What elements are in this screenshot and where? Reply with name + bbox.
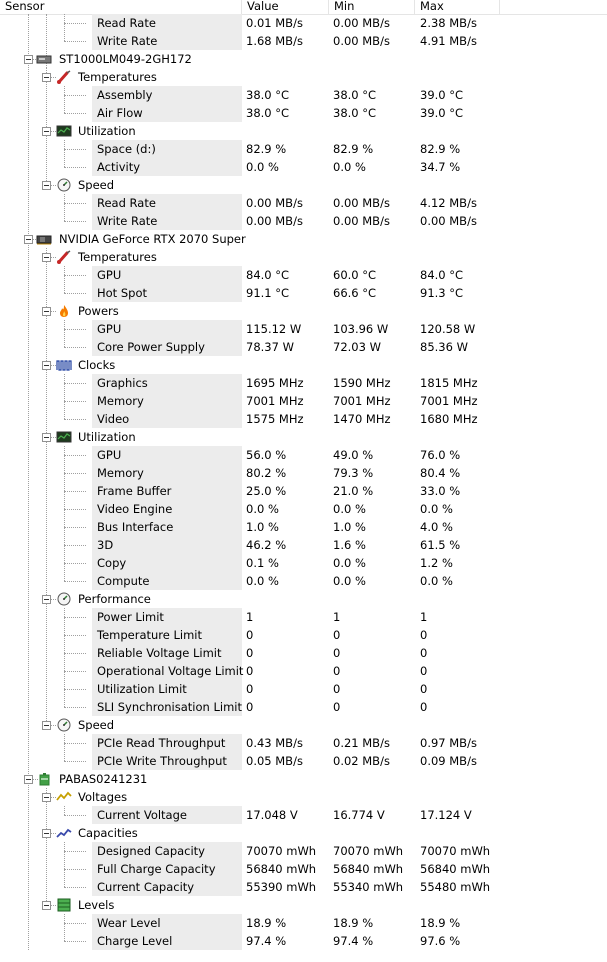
cell-value: 18.9 % [246, 916, 287, 930]
cell-max: 1680 MHz [420, 412, 478, 426]
voltage-icon [56, 790, 72, 804]
speed-gauge-icon [56, 718, 72, 732]
drive-icon [36, 52, 52, 66]
collapse-toggle[interactable] [42, 433, 51, 442]
cell-min: 18.9 % [333, 916, 374, 930]
cell-max: 120.58 W [420, 322, 476, 336]
sensor-row[interactable] [0, 806, 607, 824]
cell-min: 60.0 °C [333, 268, 377, 282]
sensor-row[interactable] [0, 932, 607, 950]
tree-group-row[interactable] [0, 176, 607, 194]
tree-group-row[interactable] [0, 122, 607, 140]
collapse-toggle[interactable] [42, 253, 51, 262]
cell-value: 0 [246, 646, 254, 660]
sensor-row[interactable] [0, 644, 607, 662]
cell-min: 55340 mWh [333, 880, 404, 894]
cell-min: 0 [333, 628, 341, 642]
cell-value: 91.1 °C [246, 286, 290, 300]
cell-min: 82.9 % [333, 142, 374, 156]
sensor-label-read-rate: Read Rate [97, 196, 156, 210]
cell-max: 39.0 °C [420, 88, 464, 102]
cell-value: 0.00 MB/s [246, 214, 303, 228]
tree-group-row[interactable] [0, 356, 607, 374]
node-label-clocks: Clocks [78, 358, 116, 372]
cell-min: 103.96 W [333, 322, 389, 336]
cell-min: 16.774 V [333, 808, 385, 822]
sensor-row[interactable] [0, 284, 607, 302]
header-min[interactable]: Min [329, 0, 415, 14]
cell-max: 91.3 °C [420, 286, 464, 300]
tree-group-row[interactable] [0, 716, 607, 734]
sensor-label-frame-buffer: Frame Buffer [97, 484, 172, 498]
sensor-row[interactable] [0, 104, 607, 122]
sensor-label-utilization-limit: Utilization Limit [97, 682, 187, 696]
cell-value: 0.0 % [246, 502, 279, 516]
cell-min: 0.00 MB/s [333, 214, 390, 228]
thermometer-icon [56, 250, 72, 264]
sensor-label-3d: 3D [97, 538, 114, 552]
sensor-row[interactable] [0, 212, 607, 230]
sensor-row[interactable] [0, 680, 607, 698]
sensor-label-assembly: Assembly [97, 88, 153, 102]
sensor-label-hot-spot: Hot Spot [97, 286, 147, 300]
cell-max: 0 [420, 628, 428, 642]
sensor-row[interactable] [0, 536, 607, 554]
cell-min: 0.02 MB/s [333, 754, 390, 768]
cell-min: 0.21 MB/s [333, 736, 390, 750]
cell-max: 0.00 MB/s [420, 214, 477, 228]
cell-value: 82.9 % [246, 142, 287, 156]
battery-icon [36, 772, 52, 786]
cell-min: 7001 MHz [333, 394, 391, 408]
header-max[interactable]: Max [415, 0, 500, 14]
node-label-temperatures: Temperatures [78, 250, 157, 264]
sensor-label-read-rate: Read Rate [97, 16, 156, 30]
collapse-toggle[interactable] [42, 307, 51, 316]
cell-max: 18.9 % [420, 916, 461, 930]
node-label-performance: Performance [78, 592, 151, 606]
sensor-row[interactable] [0, 86, 607, 104]
sensor-label-graphics: Graphics [97, 376, 148, 390]
cell-min: 0.0 % [333, 502, 366, 516]
cell-value: 78.37 W [246, 340, 294, 354]
sensor-label-wear-level: Wear Level [97, 916, 161, 930]
thermometer-icon [56, 70, 72, 84]
sensor-row[interactable] [0, 320, 607, 338]
cell-max: 4.0 % [420, 520, 453, 534]
cell-min: 49.0 % [333, 448, 374, 462]
cell-value: 1.68 MB/s [246, 34, 303, 48]
cell-min: 1590 MHz [333, 376, 391, 390]
tree-group-row[interactable] [0, 248, 607, 266]
cell-max: 33.0 % [420, 484, 461, 498]
utilization-icon [56, 430, 72, 444]
cell-min: 72.03 W [333, 340, 381, 354]
utilization-icon [56, 124, 72, 138]
sensor-label-bus-interface: Bus Interface [97, 520, 174, 534]
capacity-icon [56, 826, 72, 840]
cell-max: 0.0 % [420, 502, 453, 516]
cell-min: 0.0 % [333, 574, 366, 588]
sensor-row[interactable] [0, 626, 607, 644]
flame-icon [56, 304, 72, 318]
cell-value: 56840 mWh [246, 862, 317, 876]
sensor-label-core-power-supply: Core Power Supply [97, 340, 205, 354]
sensor-row[interactable] [0, 194, 607, 212]
sensor-row[interactable] [0, 860, 607, 878]
cell-value: 80.2 % [246, 466, 287, 480]
sensor-row[interactable] [0, 842, 607, 860]
collapse-toggle[interactable] [42, 361, 51, 370]
cell-value: 84.0 °C [246, 268, 290, 282]
sensor-label-pcie-read-throughput: PCIe Read Throughput [97, 736, 226, 750]
column-header [0, 0, 607, 15]
cell-min: 1.6 % [333, 538, 366, 552]
sensor-label-designed-capacity: Designed Capacity [97, 844, 205, 858]
sensor-row[interactable] [0, 14, 607, 32]
node-label-speed: Speed [78, 178, 115, 192]
cell-max: 76.0 % [420, 448, 461, 462]
cell-min: 0.00 MB/s [333, 16, 390, 30]
sensor-label-compute: Compute [97, 574, 150, 588]
cell-max: 39.0 °C [420, 106, 464, 120]
sensor-row[interactable] [0, 500, 607, 518]
node-label-st1000lm049-2gh172: ST1000LM049-2GH172 [59, 52, 192, 66]
collapse-toggle[interactable] [42, 181, 51, 190]
sensor-row[interactable] [0, 32, 607, 50]
cell-max: 34.7 % [420, 160, 461, 174]
tree-group-row[interactable] [0, 788, 607, 806]
sensor-row[interactable] [0, 698, 607, 716]
tree-device-row[interactable] [0, 50, 607, 68]
collapse-toggle[interactable] [42, 595, 51, 604]
sensor-label-gpu: GPU [97, 268, 122, 282]
cell-value: 0.1 % [246, 556, 279, 570]
sensor-row[interactable] [0, 410, 607, 428]
sensor-row[interactable] [0, 374, 607, 392]
cell-max: 0 [420, 700, 428, 714]
cell-value: 17.048 V [246, 808, 298, 822]
cell-max: 4.12 MB/s [420, 196, 477, 210]
node-label-speed: Speed [78, 718, 115, 732]
cell-max: 0.09 MB/s [420, 754, 477, 768]
cell-max: 1 [420, 610, 428, 624]
cell-value: 55390 mWh [246, 880, 317, 894]
sensor-label-activity: Activity [97, 160, 141, 174]
cell-min: 56840 mWh [333, 862, 404, 876]
cell-min: 0.00 MB/s [333, 34, 390, 48]
node-label-powers: Powers [78, 304, 119, 318]
sensor-label-space-d: Space (d:) [97, 142, 156, 156]
node-label-voltages: Voltages [78, 790, 128, 804]
cell-min: 0.0 % [333, 556, 366, 570]
cell-min: 21.0 % [333, 484, 374, 498]
levels-icon [56, 898, 72, 912]
sensor-label-reliable-voltage-limit: Reliable Voltage Limit [97, 646, 222, 660]
sensor-label-current-capacity: Current Capacity [97, 880, 195, 894]
sensor-row[interactable] [0, 572, 607, 590]
tree-group-row[interactable] [0, 590, 607, 608]
node-label-capacities: Capacities [78, 826, 138, 840]
sensor-label-video: Video [97, 412, 130, 426]
cell-max: 2.38 MB/s [420, 16, 477, 30]
cell-max: 1815 MHz [420, 376, 478, 390]
header-value[interactable]: Value [242, 0, 329, 14]
sensor-label-full-charge-capacity: Full Charge Capacity [97, 862, 216, 876]
sensor-row[interactable] [0, 518, 607, 536]
sensor-row[interactable] [0, 608, 607, 626]
collapse-toggle[interactable] [24, 775, 33, 784]
sensor-label-operational-voltage-limit: Operational Voltage Limit [97, 664, 244, 678]
cell-value: 115.12 W [246, 322, 302, 336]
cell-value: 1695 MHz [246, 376, 304, 390]
cell-min: 1470 MHz [333, 412, 391, 426]
cell-value: 0.00 MB/s [246, 196, 303, 210]
sensor-row[interactable] [0, 446, 607, 464]
collapse-toggle[interactable] [42, 901, 51, 910]
gpu-icon [36, 232, 52, 246]
cell-value: 0.01 MB/s [246, 16, 303, 30]
tree-device-row[interactable] [0, 770, 607, 788]
cell-value: 70070 mWh [246, 844, 317, 858]
cell-value: 46.2 % [246, 538, 287, 552]
cell-min: 0.0 % [333, 160, 366, 174]
sensor-row[interactable] [0, 338, 607, 356]
sensor-label-memory: Memory [97, 466, 144, 480]
node-label-levels: Levels [78, 898, 115, 912]
clock-wave-icon [56, 358, 72, 372]
cell-min: 0 [333, 664, 341, 678]
cell-min: 38.0 °C [333, 106, 377, 120]
tree-group-row[interactable] [0, 302, 607, 320]
cell-max: 80.4 % [420, 466, 461, 480]
node-label-temperatures: Temperatures [78, 70, 157, 84]
cell-value: 0 [246, 628, 254, 642]
tree-group-row[interactable] [0, 428, 607, 446]
cell-min: 0 [333, 646, 341, 660]
collapse-toggle[interactable] [42, 127, 51, 136]
tree-group-row[interactable] [0, 68, 607, 86]
cell-min: 0.00 MB/s [333, 196, 390, 210]
cell-max: 0 [420, 664, 428, 678]
header-sensor[interactable]: Sensor [0, 0, 242, 14]
cell-max: 56840 mWh [420, 862, 491, 876]
node-label-nvidia-geforce-rtx-2070-super: NVIDIA GeForce RTX 2070 Super [59, 232, 246, 246]
sensor-row[interactable] [0, 554, 607, 572]
cell-value: 0.05 MB/s [246, 754, 303, 768]
cell-value: 7001 MHz [246, 394, 304, 408]
sensor-label-memory: Memory [97, 394, 144, 408]
cell-min: 79.3 % [333, 466, 374, 480]
cell-value: 0 [246, 700, 254, 714]
cell-min: 38.0 °C [333, 88, 377, 102]
collapse-toggle[interactable] [24, 235, 33, 244]
cell-value: 1 [246, 610, 254, 624]
cell-min: 0 [333, 700, 341, 714]
node-label-utilization: Utilization [78, 124, 136, 138]
sensor-label-gpu: GPU [97, 322, 122, 336]
sensor-row[interactable] [0, 482, 607, 500]
cell-max: 0 [420, 646, 428, 660]
cell-min: 70070 mWh [333, 844, 404, 858]
node-label-utilization: Utilization [78, 430, 136, 444]
sensor-row[interactable] [0, 662, 607, 680]
cell-min: 1.0 % [333, 520, 366, 534]
tree-device-row[interactable] [0, 230, 607, 248]
cell-max: 97.6 % [420, 934, 461, 948]
sensor-label-video-engine: Video Engine [97, 502, 173, 516]
cell-max: 1.2 % [420, 556, 453, 570]
sensor-row[interactable] [0, 158, 607, 176]
cell-max: 61.5 % [420, 538, 461, 552]
cell-min: 0 [333, 682, 341, 696]
tree-group-row[interactable] [0, 896, 607, 914]
cell-value: 97.4 % [246, 934, 287, 948]
cell-max: 17.124 V [420, 808, 472, 822]
collapse-toggle[interactable] [42, 829, 51, 838]
sensor-row[interactable] [0, 734, 607, 752]
cell-max: 82.9 % [420, 142, 461, 156]
cell-max: 0 [420, 682, 428, 696]
sensor-label-charge-level: Charge Level [97, 934, 173, 948]
collapse-toggle[interactable] [42, 73, 51, 82]
tree-group-row[interactable] [0, 824, 607, 842]
sensor-label-power-limit: Power Limit [97, 610, 164, 624]
cell-max: 55480 mWh [420, 880, 491, 894]
sensor-label-write-rate: Write Rate [97, 34, 158, 48]
node-label-pabas0241231: PABAS0241231 [59, 772, 148, 786]
cell-min: 1 [333, 610, 341, 624]
speed-gauge-icon [56, 592, 72, 606]
collapse-toggle[interactable] [24, 55, 33, 64]
cell-max: 70070 mWh [420, 844, 491, 858]
sensor-label-gpu: GPU [97, 448, 122, 462]
sensor-row[interactable] [0, 464, 607, 482]
cell-value: 56.0 % [246, 448, 287, 462]
sensor-label-pcie-write-throughput: PCIe Write Throughput [97, 754, 227, 768]
cell-value: 38.0 °C [246, 106, 290, 120]
cell-max: 4.91 MB/s [420, 34, 477, 48]
cell-value: 0 [246, 682, 254, 696]
cell-max: 84.0 °C [420, 268, 464, 282]
collapse-toggle[interactable] [42, 721, 51, 730]
sensor-row[interactable] [0, 878, 607, 896]
cell-max: 0.0 % [420, 574, 453, 588]
cell-value: 0.0 % [246, 160, 279, 174]
cell-value: 25.0 % [246, 484, 287, 498]
cell-value: 0.43 MB/s [246, 736, 303, 750]
cell-max: 0.97 MB/s [420, 736, 477, 750]
row-highlight [92, 536, 242, 554]
cell-min: 97.4 % [333, 934, 374, 948]
cell-max: 7001 MHz [420, 394, 478, 408]
sensor-label-current-voltage: Current Voltage [97, 808, 187, 822]
sensor-row[interactable] [0, 752, 607, 770]
sensor-row[interactable] [0, 140, 607, 158]
sensor-label-copy: Copy [97, 556, 127, 570]
cell-value: 38.0 °C [246, 88, 290, 102]
sensor-row[interactable] [0, 266, 607, 284]
cell-max: 85.36 W [420, 340, 468, 354]
speed-gauge-icon [56, 178, 72, 192]
sensor-label-write-rate: Write Rate [97, 214, 158, 228]
cell-value: 1575 MHz [246, 412, 304, 426]
sensor-label-sli-synchronisation-limit: SLI Synchronisation Limit [97, 700, 242, 714]
cell-value: 1.0 % [246, 520, 279, 534]
sensor-row[interactable] [0, 392, 607, 410]
cell-value: 0 [246, 664, 254, 678]
sensor-label-air-flow: Air Flow [97, 106, 143, 120]
sensor-tree[interactable] [0, 14, 607, 962]
cell-value: 0.0 % [246, 574, 279, 588]
sensor-row[interactable] [0, 914, 607, 932]
collapse-toggle[interactable] [42, 793, 51, 802]
cell-min: 66.6 °C [333, 286, 377, 300]
sensor-label-temperature-limit: Temperature Limit [97, 628, 203, 642]
